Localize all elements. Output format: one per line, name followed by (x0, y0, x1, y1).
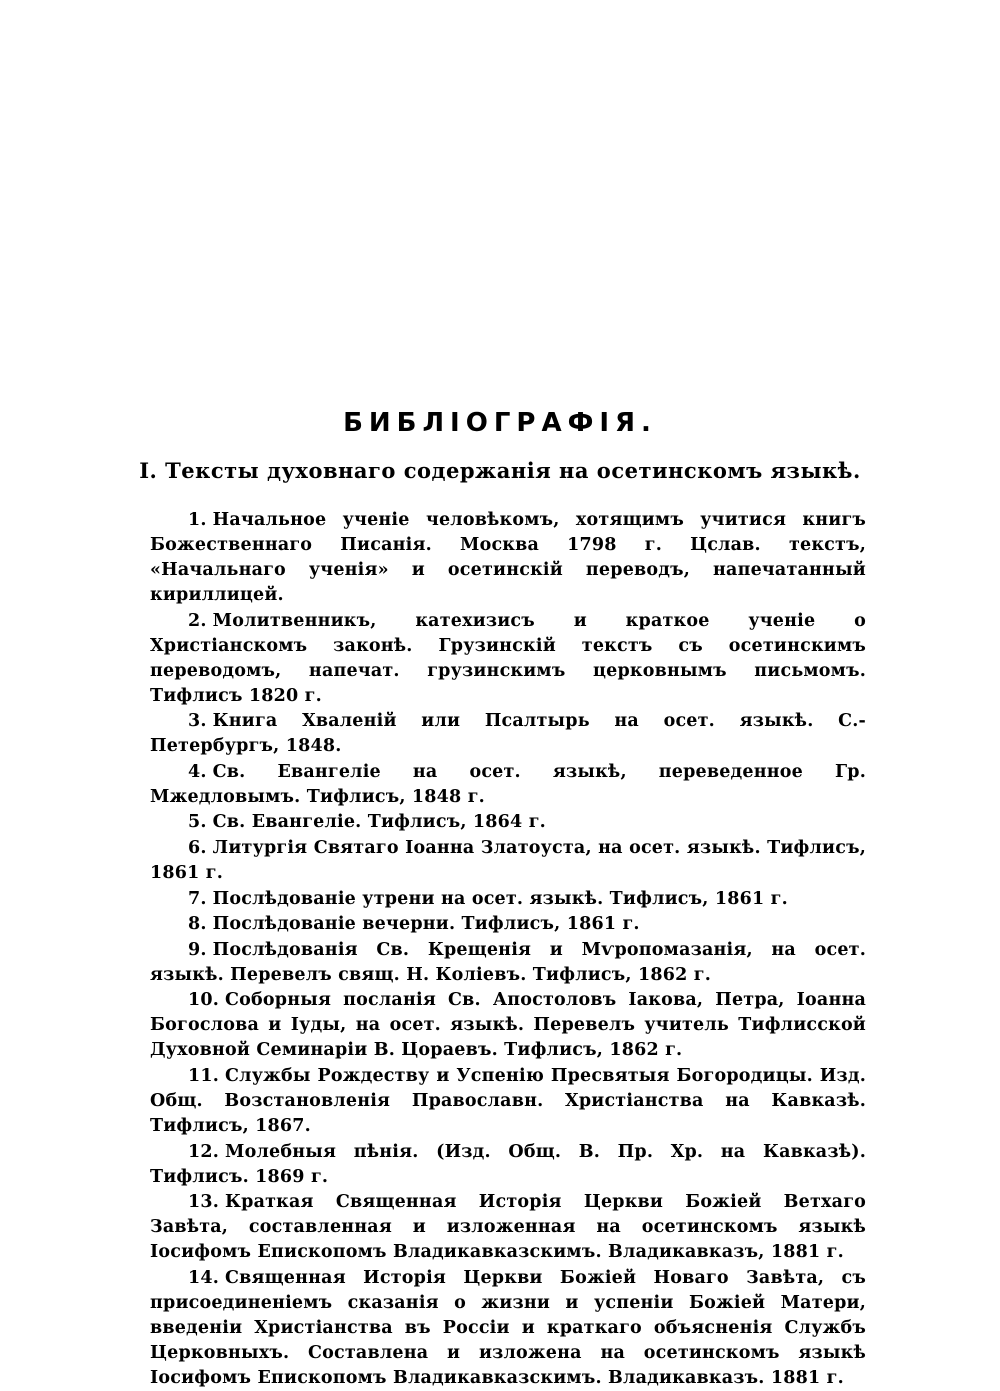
list-item (150, 912, 866, 937)
section-heading: I. Тексты духовнаго содержанія на осетинскомъ языкѣ. (139, 458, 861, 483)
entry-number: 4. (188, 761, 207, 782)
entry-text: Литургія Святаго Іоанна Златоуста, на осет. языкѣ. Тифлисъ, 1861 г. (150, 837, 866, 883)
entry-number: 8. (188, 914, 207, 935)
list-item (150, 709, 866, 759)
entry-number: 3. (188, 711, 207, 732)
entry-number: 1. (188, 510, 207, 530)
list-item (150, 836, 866, 886)
list-item (150, 1140, 866, 1190)
list-item (150, 938, 866, 988)
list-item (150, 508, 866, 608)
list-item (150, 760, 866, 810)
list-item (150, 1266, 866, 1391)
list-item (150, 1064, 866, 1139)
entry-text: Священная Исторія Церкви Божіей Новаго Завѣта, съ присоединеніемъ сказанія о жизни и успеніи Божіей Матери, введеніи Христіанства въ Россіи и краткаго объясненія Службъ Церковныхъ. Составлена и изложена на осетинскомъ языкѣ Іосифомъ Епископомъ Владикавказскимъ. Владикавказъ. 1881 г. (150, 1267, 866, 1388)
list-item (150, 609, 866, 709)
page-title: БИБЛIОГРАФIЯ. (343, 408, 657, 438)
entry-text: Молитвенникъ, катехизисъ и краткое ученіе о Христіанскомъ законѣ. Грузинскій текстъ съ осетинскимъ переводомъ, напечат. грузинскимъ церковнымъ письмомъ. Тифлисъ 1820 г. (150, 610, 866, 706)
entry-text: Св. Евангеліе. Тифлисъ, 1864 г. (212, 812, 546, 833)
entry-text: Послѣдованіе утрени на осет. языкѣ. Тифлисъ, 1861 г. (212, 888, 788, 909)
entry-number: 2. (188, 610, 207, 631)
entry-text: Начальное ученіе человѣкомъ, хотящимъ учитися книгъ Божественнаго Писанія. Москва 1798 г. Цслав. текстъ, «Начальнаго ученія» и осетинскій переводъ, напечатанный кириллицей. (150, 510, 866, 605)
entry-number: 5. (188, 812, 207, 833)
list-item (150, 887, 866, 912)
list-item (150, 1190, 866, 1265)
entry-number: 10. (188, 990, 220, 1011)
entry-text: Краткая Священная Исторія Церкви Божіей Ветхаго Завѣта, составленная и изложенная на осетинскомъ языкѣ Іосифомъ Епископомъ Владикавказскимъ. Владикавказъ, 1881 г. (150, 1192, 866, 1263)
entry-text: Послѣдованія Св. Крещенія и Мѵропомазанія, на осет. языкѣ. Перевелъ свящ. Н. Коліевъ. Тифлисъ, 1862 г. (150, 939, 866, 985)
entry-text: Соборныя посланія Св. Апостоловъ Іакова, Петра, Іоанна Богослова и Іуды, на осет. языкѣ. Перевелъ учитель Тифлисской Духовной Семинаріи В. Цораевъ. Тифлисъ, 1862 г. (150, 990, 866, 1061)
entry-number: 6. (188, 837, 207, 858)
entry-text: Молебныя пѣнія. (Изд. Общ. В. Пр. Хр. на Кавказѣ). Тифлисъ. 1869 г. (150, 1141, 866, 1187)
entry-number: 12. (188, 1141, 220, 1162)
entry-text: Службы Рождеству и Успенію Пресвятыя Богородицы. Изд. Общ. Возстановленія Православн. Христіанства на Кавказѣ. Тифлисъ, 1867. (150, 1065, 866, 1136)
entry-text: Книга Хваленій или Псалтырь на осет. языкѣ. С.-Петербургъ, 1848. (150, 711, 866, 757)
list-item (150, 810, 866, 835)
entry-number: 7. (188, 888, 207, 909)
entry-text: Св. Евангеліе на осет. языкѣ, переведенное Гр. Мжедловымъ. Тифлисъ, 1848 г. (150, 761, 866, 807)
entry-text: Послѣдованіе вечерни. Тифлисъ, 1861 г. (212, 914, 640, 935)
entry-number: 14. (188, 1267, 220, 1288)
entry-number: 11. (188, 1065, 220, 1086)
entry-number: 9. (188, 939, 207, 960)
bibliography-list (150, 508, 866, 1391)
entry-number: 13. (188, 1192, 220, 1213)
list-item (150, 988, 866, 1063)
